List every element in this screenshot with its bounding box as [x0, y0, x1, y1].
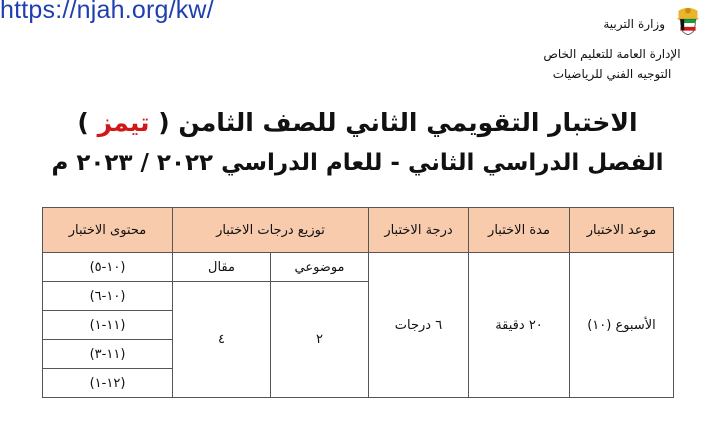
table-row — [43, 253, 674, 282]
cell-objective-grade: ٢ — [271, 282, 369, 398]
header-content: محتوى الاختبار — [43, 208, 173, 253]
cell-date: الأسبوع (١٠) — [570, 253, 674, 398]
cell-content: (١٠-٦) — [43, 282, 173, 311]
header-grade: درجة الاختبار — [369, 208, 469, 253]
cell-essay-grade: ٤ — [173, 282, 271, 398]
exam-schedule-table — [42, 207, 674, 398]
cell-duration: ٢٠ دقيقة — [469, 253, 570, 398]
cell-content: (١١-١) — [43, 311, 173, 340]
subheader-objective: موضوعي — [271, 253, 369, 282]
cell-content: (١٢-١) — [43, 369, 173, 398]
ministry-name: التربية — [603, 17, 634, 31]
table-header-row — [43, 208, 674, 253]
page-title — [0, 108, 715, 137]
kuwait-emblem-icon — [669, 5, 707, 43]
title-main: الاختبار التقويمي الثاني للصف الثامن ( — [158, 108, 638, 137]
ministry-row — [507, 4, 707, 44]
title-close: ) — [77, 108, 89, 137]
subheader-essay: مقال — [173, 253, 271, 282]
header-duration: مدة الاختبار — [469, 208, 570, 253]
department-math-supervision: التوجيه الفني للرياضيات — [552, 67, 672, 81]
header-distribution: توزيع درجات الاختبار — [173, 208, 369, 253]
department-private-education: الإدارة العامة للتعليم الخاص — [543, 47, 681, 61]
ministry-header — [507, 4, 707, 84]
site-url: https://njah.org/kw/ — [0, 0, 214, 24]
cell-content: (١٠-٥) — [43, 253, 173, 282]
title-accent-timss: تيمز — [97, 108, 150, 137]
page-subtitle: الفصل الدراسي الثاني - للعام الدراسي ٢٠٢٢ / ٢٠٢٣ م — [51, 150, 664, 176]
cell-content: (١١-٣) — [43, 340, 173, 369]
cell-grade: ٦ درجات — [369, 253, 469, 398]
ministry-prefix: وزارة — [637, 17, 665, 31]
header-date: موعد الاختبار — [570, 208, 674, 253]
